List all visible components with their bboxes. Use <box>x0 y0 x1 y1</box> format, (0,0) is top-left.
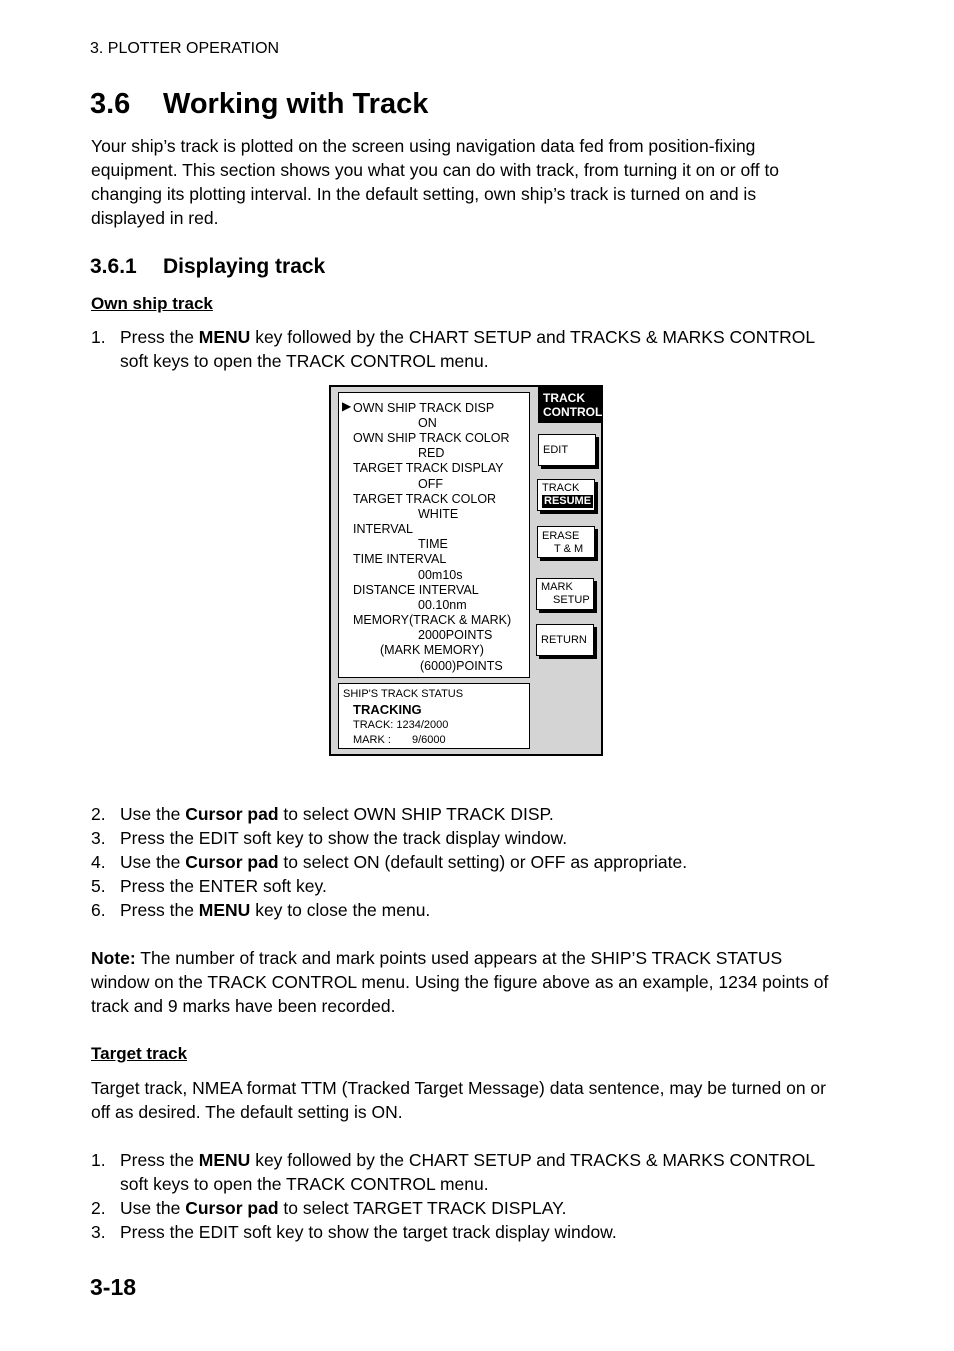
track-control-menu-figure <box>329 385 603 756</box>
step-text: Press the <box>120 327 199 347</box>
step-number: 6. <box>91 900 106 920</box>
step-item <box>91 874 831 898</box>
section-number: 3.6 <box>90 88 131 120</box>
step-text: Use the <box>120 852 186 872</box>
step-text: Press the <box>120 1150 199 1170</box>
step-key: MENU <box>198 327 251 347</box>
step-item <box>91 826 831 850</box>
step-text: Use the <box>120 804 186 824</box>
step-key: Cursor pad <box>185 804 279 824</box>
step-text: Press the <box>120 900 199 920</box>
step-item <box>91 898 831 922</box>
menu-item-own-ship-track-color[interactable]: OWN SHIP TRACK COLOR <box>353 431 510 445</box>
section-title: Working with Track <box>163 88 429 120</box>
step-number: 3. <box>91 1222 106 1242</box>
step-text: to select TARGET TRACK DISPLAY. <box>278 1198 567 1218</box>
step-number: 2. <box>91 804 106 824</box>
softkey-label-selected: RESUME <box>544 495 592 507</box>
menu-value: TIME <box>418 537 448 551</box>
softkey-label: EDIT <box>543 444 569 456</box>
menu-item-list <box>338 392 530 678</box>
softkey-label: SETUP <box>553 594 590 606</box>
step-key: MENU <box>198 1150 251 1170</box>
erase-tm-softkey[interactable] <box>537 526 595 558</box>
page-number: 3-18 <box>90 1274 137 1300</box>
menu-value: 00m10s <box>418 568 463 582</box>
step-text: to select OWN SHIP TRACK DISP. <box>278 804 554 824</box>
step-number: 5. <box>91 876 106 896</box>
menu-item-memory[interactable]: MEMORY(TRACK & MARK) <box>353 613 512 627</box>
target-track-intro: Target track, NMEA format TTM (Tracked Target Message) data sentence, may be turned on or off as desired. The default setting is ON. <box>91 1078 826 1122</box>
step-item <box>91 1196 831 1220</box>
menu-value: ON <box>418 416 437 430</box>
softkey-label: TRACK <box>542 482 580 494</box>
step-number: 4. <box>91 852 106 872</box>
own-ship-heading: Own ship track <box>91 294 213 313</box>
menu-item-target-track-color[interactable]: TARGET TRACK COLOR <box>353 492 497 506</box>
step-text: Press the ENTER soft key. <box>120 876 327 896</box>
step-item <box>91 1220 831 1244</box>
menu-value: OFF <box>418 477 443 491</box>
note-text: The number of track and mark points used appears at the SHIP’S TRACK STATUS window on the TRACK CONTROL menu. Using the figure above as an example, 1234 points of track and 9 marks have been recorded. <box>91 948 829 1016</box>
step-number: 3. <box>91 828 106 848</box>
step-text: Press the EDIT soft key to show the target track display window. <box>120 1222 617 1242</box>
step-item <box>91 850 831 874</box>
menu-item-own-ship-track-disp[interactable]: OWN SHIP TRACK DISP <box>353 401 495 415</box>
step-number: 2. <box>91 1198 106 1218</box>
step-item <box>91 802 831 826</box>
step-text: key to close the menu. <box>250 900 431 920</box>
softkey-label: T & M <box>554 543 584 555</box>
track-count: TRACK: 1234/2000 <box>353 719 449 731</box>
menu-item-interval[interactable]: INTERVAL <box>353 522 413 536</box>
step-key: Cursor pad <box>185 1198 279 1218</box>
chapter-header: 3. PLOTTER OPERATION <box>90 40 280 57</box>
menu-value: 00.10nm <box>418 598 467 612</box>
menu-value: (6000)POINTS <box>420 659 503 673</box>
step-text: Use the <box>120 1198 186 1218</box>
mark-count <box>353 734 446 746</box>
status-title: SHIP'S TRACK STATUS <box>343 688 464 700</box>
mark-label: MARK : <box>353 734 391 746</box>
note-paragraph <box>91 946 831 1018</box>
menu-cursor-icon: ▶ <box>342 399 352 413</box>
target-track-steps <box>91 1148 831 1244</box>
menu-title-line: TRACK <box>543 391 585 405</box>
intro-paragraph: Your ship’s track is plotted on the screen using navigation data fed from position-fixing equipment. This section shows you what you can do with track, from turning it on or off to changing its plotting interval. In the default setting, own ship’s track is turned on and is displayed in red. <box>91 136 780 228</box>
mark-value: 9/6000 <box>412 734 446 746</box>
subsection-heading <box>90 255 325 279</box>
subsection-number: 3.6.1 <box>90 255 137 278</box>
menu-title-line: CONTROL <box>543 405 603 419</box>
step-number: 1. <box>91 327 106 347</box>
step-text: key followed by the CHART SETUP and TRACKS & MARKS CONTROL soft keys to open the TRACK CONTROL menu. <box>120 327 815 371</box>
target-track-heading: Target track <box>91 1044 188 1063</box>
menu-item-target-track-display[interactable]: TARGET TRACK DISPLAY <box>353 461 504 475</box>
step-item <box>91 1148 831 1196</box>
step-text: Press the EDIT soft key to show the track display window. <box>120 828 568 848</box>
track-resume-softkey[interactable] <box>537 479 595 511</box>
status-value: TRACKING <box>353 702 422 717</box>
own-ship-steps-2 <box>91 802 831 922</box>
step-key: Cursor pad <box>185 852 279 872</box>
menu-item-mark-memory: (MARK MEMORY) <box>380 643 484 657</box>
menu-value: 2000POINTS <box>418 628 493 642</box>
menu-value: RED <box>418 446 445 460</box>
menu-item-time-interval[interactable]: TIME INTERVAL <box>353 552 447 566</box>
step-item <box>91 325 831 373</box>
step-text: to select ON (default setting) or OFF as appropriate. <box>278 852 688 872</box>
mark-setup-softkey[interactable] <box>536 578 594 610</box>
own-ship-steps-1 <box>91 325 831 373</box>
subsection-title: Displaying track <box>163 255 326 278</box>
menu-title <box>538 387 601 423</box>
step-number: 1. <box>91 1150 106 1170</box>
step-text: key followed by the CHART SETUP and TRACKS & MARKS CONTROL soft keys to open the TRACK CONTROL menu. <box>120 1150 815 1194</box>
softkey-label: MARK <box>541 581 573 593</box>
softkey-label: ERASE <box>542 530 580 542</box>
ships-track-status-window <box>338 683 530 749</box>
menu-value: WHITE <box>418 507 459 521</box>
section-heading <box>90 88 428 121</box>
return-softkey[interactable] <box>536 624 594 656</box>
menu-item-distance-interval[interactable]: DISTANCE INTERVAL <box>353 583 479 597</box>
edit-softkey[interactable] <box>538 434 596 466</box>
note-label: Note: <box>91 948 136 968</box>
softkey-label: RETURN <box>541 634 587 646</box>
step-key: MENU <box>198 900 251 920</box>
